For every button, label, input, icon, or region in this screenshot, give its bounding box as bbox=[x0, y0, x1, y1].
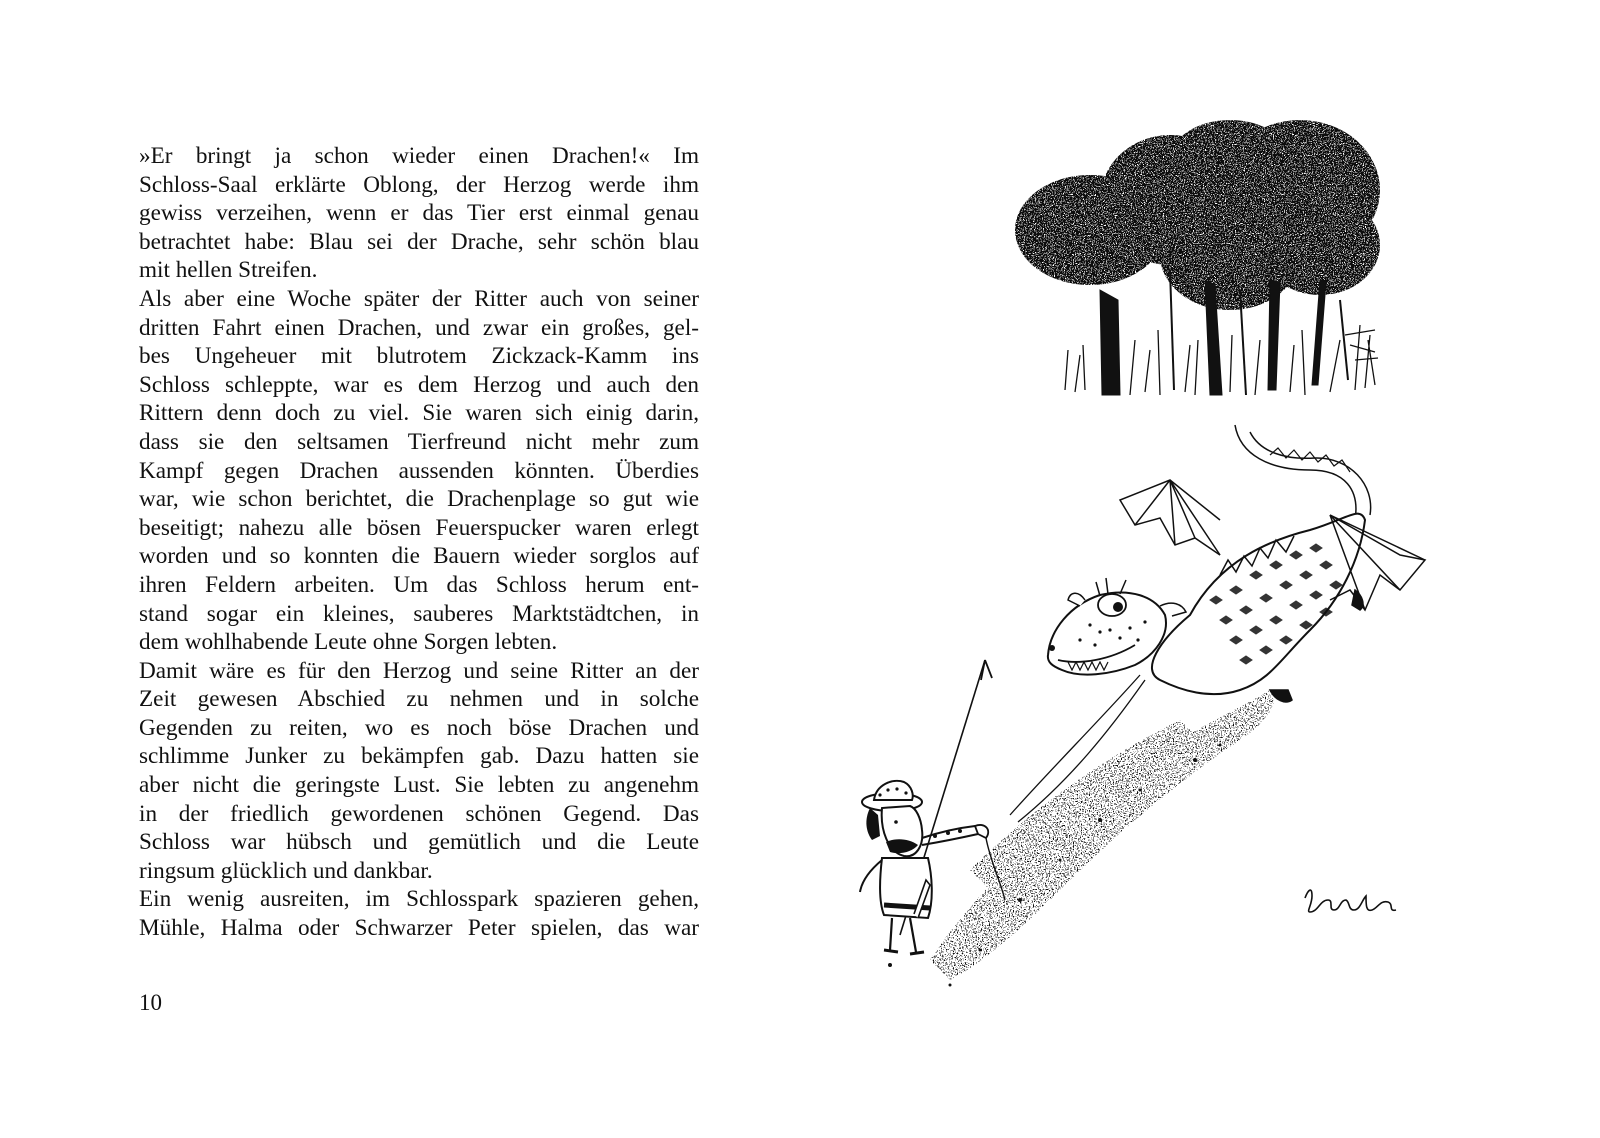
text-line: beseitigt; nahezu alle bösen Feuerspucker waren erlegt bbox=[139, 514, 699, 541]
text-line: Damit wäre es für den Herzog und seine Ritter an der bbox=[139, 657, 699, 684]
text-line: Zeit gewesen Abschied zu nehmen und in solche bbox=[139, 686, 699, 713]
text-line: Als aber eine Woche später der Ritter auch von seiner bbox=[139, 285, 699, 312]
text-line: Ein wenig ausreiten, im Schlosspark spazieren gehen, bbox=[139, 886, 699, 913]
text-line: Gegenden zu reiten, wo es noch böse Drachen und bbox=[139, 714, 699, 741]
text-line: dass sie den seltsamen Tierfreund nicht mehr zum bbox=[139, 428, 699, 455]
text-line: dritten Fahrt einen Drachen, und zwar ein großes, gel- bbox=[139, 314, 699, 341]
text-line: schlimme Junker zu bekämpfen gab. Dazu hatten sie bbox=[139, 743, 699, 770]
text-line: betrachtet habe: Blau sei der Drache, sehr schön blau bbox=[139, 228, 699, 255]
text-line: ringsum glücklich und dankbar. bbox=[139, 857, 433, 884]
text-line: mit hellen Streifen. bbox=[139, 257, 318, 284]
text-line: ihren Feldern arbeiten. Um das Schloss herum ent- bbox=[139, 571, 699, 598]
body-text bbox=[139, 142, 699, 943]
text-line: aber nicht die geringste Lust. Sie lebten zu angenehm bbox=[139, 772, 699, 799]
text-line: bes Ungeheuer mit blutrotem Zickzack-Kamm ins bbox=[139, 343, 699, 370]
text-line: Rittern denn doch zu viel. Sie waren sich einig darin, bbox=[139, 400, 699, 427]
text-line: stand sogar ein kleines, sauberes Marktstädtchen, in bbox=[139, 600, 699, 627]
text-line: war, wie schon berichtet, die Drachenplage so gut wie bbox=[139, 486, 699, 513]
text-line: gewiss verzeihen, wenn er das Tier erst einmal genau bbox=[139, 200, 699, 227]
text-line: in der friedlich gewordenen schönen Gegend. Das bbox=[139, 800, 699, 827]
text-line: Mühle, Halma oder Schwarzer Peter spielen, das war bbox=[139, 915, 699, 942]
text-line: Schloss-Saal erklärte Oblong, der Herzog werde ihm bbox=[139, 171, 699, 198]
page-number: 10 bbox=[139, 990, 162, 1015]
text-line: »Er bringt ja schon wieder einen Drachen!« Im bbox=[139, 143, 699, 169]
text-line: Kampf gegen Drachen aussenden könnten. Überdies bbox=[139, 457, 699, 484]
right-page bbox=[800, 0, 1600, 1138]
illustrator-signature bbox=[800, 0, 1600, 1138]
text-line: Schloss schleppte, war es dem Herzog und auch den bbox=[139, 371, 699, 398]
text-line: dem wohlhabende Leute ohne Sorgen lebten. bbox=[139, 629, 558, 656]
text-line: worden und so konnten die Bauern wieder sorglos auf bbox=[139, 543, 699, 570]
text-line: Schloss war hübsch und gemütlich und die Leute bbox=[139, 829, 699, 856]
